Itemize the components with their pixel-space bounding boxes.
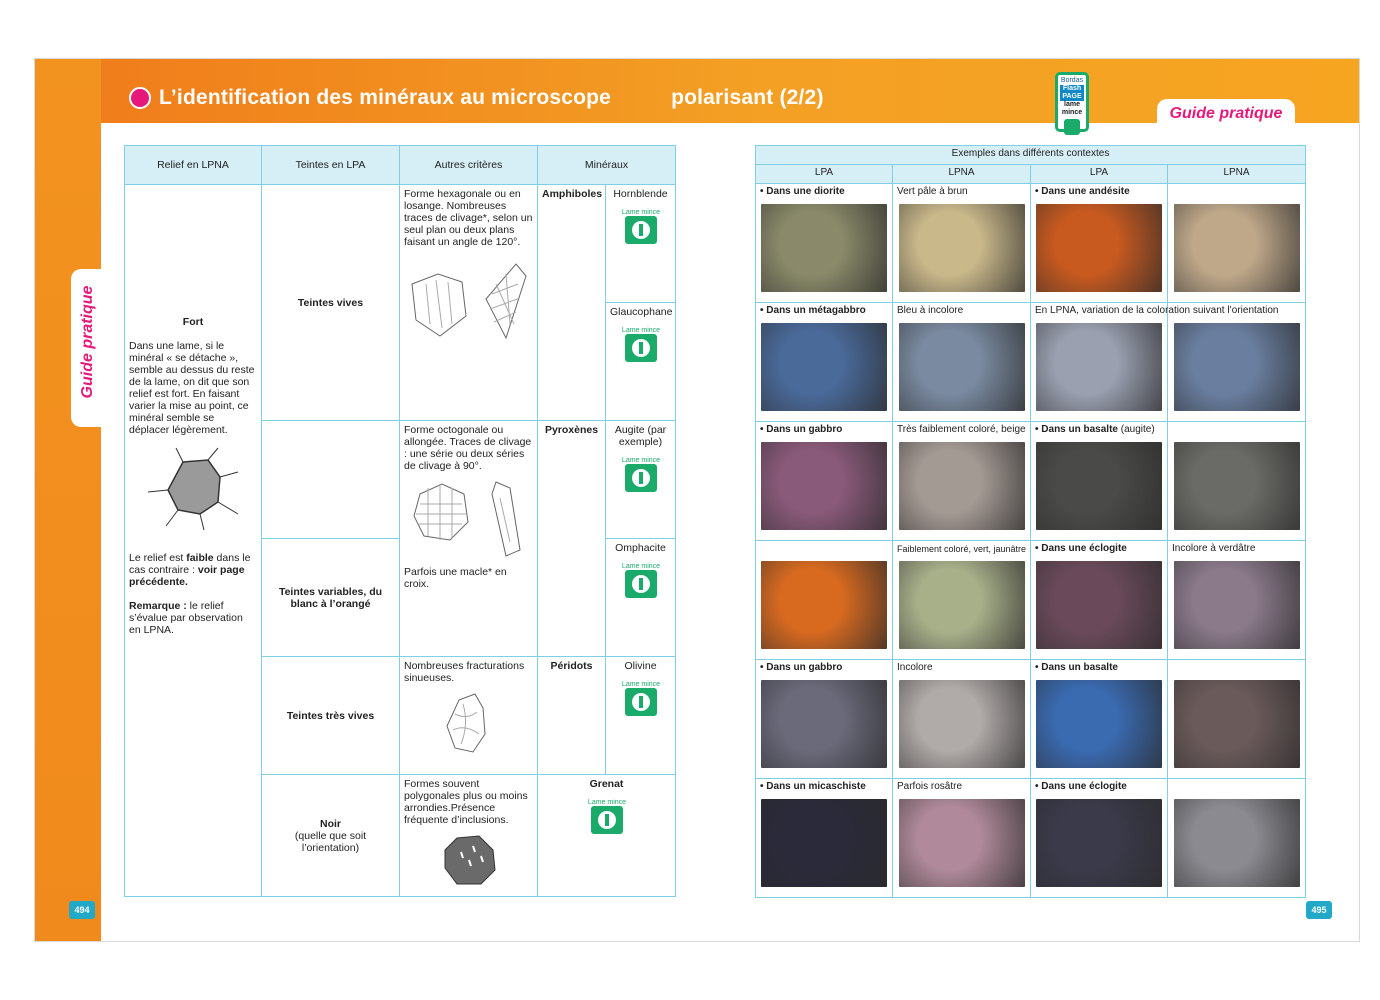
example-cell	[756, 422, 893, 541]
mineral-augite-cell	[606, 421, 676, 539]
example-label-text: Parfois rosâtre	[897, 781, 963, 792]
thin-section-photo	[1036, 204, 1162, 292]
example-cell	[893, 660, 1031, 779]
example-label	[1035, 186, 1163, 199]
thin-section-photo	[1036, 442, 1162, 530]
thin-section-photo	[899, 204, 1025, 292]
example-label	[897, 305, 1026, 318]
lame-mince-label: Lame mince	[621, 681, 660, 688]
col-lpa-2: LPA	[1031, 165, 1168, 184]
title-part1: L’identification des minéraux au microscope	[159, 86, 612, 109]
example-label-text: • Dans une diorite	[760, 186, 845, 197]
low-prefix: Le relief est	[129, 551, 187, 564]
mineral-omphacite: Omphacite	[615, 542, 666, 554]
thin-section-photo	[761, 323, 887, 411]
teinte-tres-vives: Teintes très vives	[262, 657, 400, 775]
thin-section-photo	[761, 799, 887, 887]
relief-text: Dans une lame, si le minéral « se détache », semble au dessus du reste de la lame, on dit que son relief est fort. En faisant varier la mise au point, ce minéral semble se déplacer légèrement.	[129, 339, 255, 436]
thin-section-photo	[1174, 799, 1300, 887]
group-peridots: Péridots	[538, 657, 606, 775]
example-label-text: Très faiblement coloré, beige	[897, 424, 1026, 435]
teinte-noir-cell	[262, 775, 400, 897]
example-label-text: • Dans un gabbro	[760, 424, 843, 435]
example-cell	[1168, 422, 1306, 541]
col-lpa-1: LPA	[756, 165, 893, 184]
mineral-olivine: Olivine	[624, 660, 657, 672]
criteres-peridots-cell	[400, 657, 538, 775]
criteres-macle: Parfois une macle* en croix.	[404, 566, 507, 590]
examples-table	[755, 145, 1306, 898]
example-cell	[1168, 303, 1306, 422]
remark-label: Remarque :	[129, 599, 187, 612]
example-cell	[893, 541, 1031, 660]
relief-low-text	[129, 552, 257, 588]
remark-text: le relief s’évalue par observation en LPNA.	[129, 599, 243, 636]
criteres-pyroxenes: Forme octogonale ou allongée. Traces de clivage : une série ou deux séries de clivage à 90°.	[404, 424, 532, 472]
badge-qr-icon	[1064, 119, 1080, 135]
example-row	[756, 184, 1306, 303]
example-cell	[893, 779, 1031, 898]
example-label	[760, 662, 888, 675]
example-cell	[1031, 422, 1168, 541]
book-spread	[34, 58, 1360, 942]
mineral-hornblende: Hornblende	[613, 188, 668, 200]
example-label-text: • Dans un métagabbro	[760, 305, 866, 316]
criteres-grenat: Formes souvent polygonales plus ou moins arrondies.Présence fréquente d’inclusions.	[404, 778, 528, 826]
mineral-glaucophane: Glaucophane	[610, 306, 673, 318]
example-label	[1035, 305, 1279, 318]
see-previous-page-link[interactable]: voir page précédente	[129, 563, 245, 588]
thin-section-photo	[761, 204, 887, 292]
lame-mince-label: Lame mince	[621, 209, 660, 216]
low-mid: dans le cas contraire :	[129, 551, 251, 576]
col-header-mineraux: Minéraux	[538, 146, 676, 185]
badge-line1: Flash	[1060, 85, 1084, 93]
example-label-text: Faiblement coloré, vert, jaunâtre	[897, 544, 1027, 554]
example-cell	[1031, 184, 1168, 303]
example-row	[756, 541, 1306, 660]
thin-section-photo	[1174, 680, 1300, 768]
example-label	[1035, 781, 1163, 794]
thin-section-photo	[761, 680, 887, 768]
thin-section-photo	[899, 680, 1025, 768]
thin-section-photo	[761, 561, 887, 649]
lame-mince-label: Lame mince	[621, 327, 660, 334]
example-label	[1172, 186, 1301, 199]
example-label-text: Incolore à verdâtre	[1172, 543, 1256, 554]
olivine-crystal-icon	[439, 690, 499, 760]
thin-section-photo	[1174, 204, 1300, 292]
example-cell	[756, 184, 893, 303]
example-label-text: • Dans un micaschiste	[760, 781, 866, 792]
example-label-text: • Dans un gabbro	[760, 662, 843, 673]
example-label-text: • Dans une andésite	[1035, 186, 1130, 197]
title-bullet-icon	[129, 87, 151, 109]
example-label-text: • Dans une éclogite	[1035, 781, 1127, 792]
thin-section-photo	[1036, 799, 1162, 887]
page-title	[129, 86, 824, 110]
example-cell	[1031, 660, 1168, 779]
mineral-hornblende-cell	[606, 185, 676, 303]
examples-rows	[756, 184, 1306, 898]
example-row	[756, 660, 1306, 779]
example-cell	[1168, 660, 1306, 779]
teinte-noir-note: (quelle que soit l’orientation)	[294, 829, 367, 854]
example-cell	[893, 422, 1031, 541]
example-cell	[1168, 779, 1306, 898]
example-label-text: Vert pâle à brun	[897, 186, 968, 197]
lame-mince-icon[interactable]	[619, 560, 663, 602]
example-label	[1035, 662, 1163, 675]
example-label	[1172, 543, 1301, 556]
badge-line3: lame mince	[1061, 101, 1083, 116]
group-grenat-cell	[538, 775, 676, 897]
thin-section-photo	[899, 799, 1025, 887]
relief-remark	[129, 600, 257, 636]
flash-page-badge[interactable]	[1055, 72, 1089, 132]
example-label	[760, 781, 888, 794]
low-end: .	[185, 575, 188, 588]
example-cell	[756, 541, 893, 660]
example-label-text: • Dans un basalte	[1035, 662, 1118, 673]
example-label	[1172, 662, 1301, 675]
example-cell	[1168, 184, 1306, 303]
lame-mince-icon[interactable]	[619, 206, 663, 248]
low-bold: faible	[186, 551, 214, 564]
thin-section-photo	[761, 442, 887, 530]
pyroxene-crystal-icon	[406, 478, 532, 560]
lame-mince-icon[interactable]	[619, 324, 663, 366]
example-cell	[1031, 779, 1168, 898]
badge-line2: PAGE	[1060, 93, 1084, 101]
mineral-olivine-cell	[606, 657, 676, 775]
example-label	[897, 781, 1026, 794]
teinte-variables: Teintes variables, du blanc à l’orangé	[262, 539, 400, 657]
example-cell	[1168, 541, 1306, 660]
example-row	[756, 779, 1306, 898]
example-cell	[1031, 303, 1279, 422]
mineral-glaucophane-cell	[606, 303, 676, 421]
lame-mince-label: Lame mince	[621, 457, 660, 464]
title-part2: polarisant (2/2)	[671, 86, 824, 109]
thin-section-photo	[899, 442, 1025, 530]
example-label-text: Incolore	[897, 662, 933, 673]
example-label	[1172, 424, 1301, 437]
thin-section-photo	[899, 561, 1025, 649]
example-label-text: • Dans une éclogite	[1035, 543, 1127, 554]
guide-tab-left-label: Guide pratique	[79, 285, 96, 399]
example-cell	[756, 779, 893, 898]
example-label-text: Bleu à incolore	[897, 305, 964, 316]
example-label	[760, 186, 888, 199]
example-cell	[893, 303, 1031, 422]
teinte-noir: Noir	[320, 817, 341, 830]
identification-table	[124, 145, 676, 897]
example-label	[897, 186, 1026, 199]
thin-section-photo	[1036, 561, 1162, 649]
example-label-extra: (augite)	[1117, 424, 1155, 435]
amphibole-crystal-icon	[406, 254, 532, 344]
criteres-pyroxenes-cell	[400, 421, 538, 657]
example-label	[1035, 424, 1163, 437]
col-lpna-1: LPNA	[893, 165, 1031, 184]
group-amphiboles: Amphiboles	[538, 185, 606, 421]
example-cell	[893, 184, 1031, 303]
left-margin-band	[35, 59, 101, 941]
lame-mince-icon[interactable]	[619, 454, 663, 496]
relief-title: Fort	[182, 315, 204, 328]
col-lpna-2: LPNA	[1168, 165, 1306, 184]
examples-super-header: Exemples dans différents contextes	[756, 146, 1306, 165]
page-number-right: 495	[1306, 901, 1332, 919]
example-label	[760, 305, 888, 318]
criteres-peridots: Nombreuses fracturations sinueuses.	[404, 660, 525, 684]
thin-section-photo	[1174, 442, 1300, 530]
example-label	[897, 424, 1026, 437]
high-relief-grain-icon	[138, 442, 248, 532]
thin-section-photo	[1036, 680, 1162, 768]
grenat-crystal-icon	[439, 832, 499, 888]
example-row	[756, 422, 1306, 541]
guide-tab-left	[71, 269, 103, 427]
example-label-text: • Dans un basalte	[1035, 424, 1118, 435]
lame-mince-icon[interactable]	[585, 796, 629, 838]
example-label	[1035, 543, 1163, 556]
relief-cell	[125, 185, 262, 897]
col-header-criteres: Autres critères	[400, 146, 538, 185]
example-label-text: En LPNA, variation de la coloration suivant l’orientation	[1035, 305, 1279, 316]
example-label	[1172, 781, 1301, 794]
criteres-amphiboles-cell	[400, 185, 538, 421]
example-label	[897, 543, 1026, 556]
page-number-left: 494	[69, 901, 95, 919]
group-grenat: Grenat	[589, 778, 624, 790]
col-header-teintes: Teintes en LPA	[262, 146, 400, 185]
example-label	[897, 662, 1026, 675]
lame-mince-label: Lame mince	[587, 799, 626, 806]
teinte-vives: Teintes vives	[262, 185, 400, 421]
example-row	[756, 303, 1306, 422]
mineral-omphacite-cell	[606, 539, 676, 657]
thin-section-photo	[1174, 323, 1300, 411]
criteres-amphiboles: Forme hexagonale ou en losange. Nombreuses traces de clivage*, selon un seul plan ou deux plans faisant un angle de 120°.	[404, 188, 533, 248]
criteres-grenat-cell	[400, 775, 538, 897]
mineral-augite: Augite (par exemple)	[614, 424, 667, 448]
example-label	[760, 424, 888, 437]
lame-mince-icon[interactable]	[619, 678, 663, 720]
col-header-relief: Relief en LPNA	[125, 146, 262, 185]
example-cell	[1031, 541, 1168, 660]
group-pyroxenes: Pyroxènes	[538, 421, 606, 657]
thin-section-photo	[1174, 561, 1300, 649]
teinte-vives-2	[262, 421, 400, 539]
example-cell	[756, 660, 893, 779]
example-label	[760, 543, 888, 556]
thin-section-photo	[899, 323, 1025, 411]
lame-mince-label: Lame mince	[621, 563, 660, 570]
example-cell	[756, 303, 893, 422]
guide-tab-right: Guide pratique	[1157, 99, 1295, 129]
thin-section-photo	[1036, 323, 1162, 411]
badge-brand: Bordas	[1060, 77, 1084, 84]
